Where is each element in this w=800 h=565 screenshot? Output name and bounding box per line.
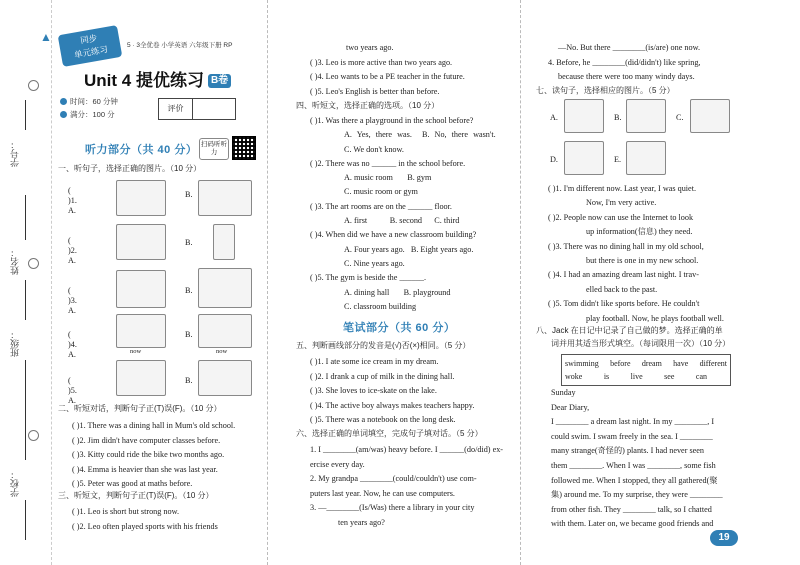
q5-title: 五、判断画线部分的发音是(√)否(×)相同。（5 分） — [296, 341, 471, 350]
q2-item: ( )5. Peter was good at maths before. — [72, 479, 193, 488]
column-divider — [267, 0, 268, 565]
q4-items: ( )1. Was there a playground in the school before? A. Yes, there was. B. No, there wasn't. C. We don't know. ( )2. There was no ______ in the school before. A. music room B. gym C. music room or gym ( )3. The art rooms are on the ______ floor. A. first B. second C. third ( )4. When did we have a new classroom building? A. Four years ago. B. Eight years ago. C. Nine years ago. ( )5. The gym is beside the ______. A. dining hall B. playground C. classroom building — [310, 116, 496, 311]
q3-title: 三、听短文，判断句子正(T)误(F)。（10 分） — [58, 491, 214, 500]
ice-skating-picture — [116, 314, 166, 348]
school-label: 学校： — [10, 470, 20, 497]
q7-items: ( )1. I'm different now. Last year, I was quiet. Now, I'm very active. ( )2. People now can use the Internet to look up information(信息) they need. ( )3. There was no dining hall in my old school, but there is one in my new school. ( )4. I had an amazing dream last night. I trav- elled back to the past. ( )5. Tom didn't like sports before. He couldn't play football. Now, he plays football well. — [548, 184, 724, 323]
score-box: 评价 — [158, 98, 236, 120]
name-label: 姓名： — [10, 248, 20, 275]
q1-item-2: ( )2. A. — [68, 236, 77, 265]
q2-item: ( )4. Emma is heavier than she was last year. — [72, 464, 218, 474]
q4-title: 四、听短文，选择正确的选项。（10 分） — [296, 101, 440, 110]
rocket-icon: ▲ — [40, 30, 52, 44]
sports-picture — [690, 99, 730, 133]
dream-picture — [626, 99, 666, 133]
kids-picture — [564, 141, 604, 175]
q6-items: 1. I ________(am/was) heavy before. I ______(do/did) ex- ercise every day. 2. My grandpa ________(could/couldn't) use com- puters last year. Now, he can use computers. 3. —________(Is/Was) there a library in your city ten years ago? — [310, 445, 504, 527]
page-title: Unit 4 提优练习 B卷 — [84, 71, 231, 91]
skating-picture-b — [198, 314, 252, 348]
student-number-label: 学号： — [10, 140, 20, 167]
column-divider — [520, 0, 521, 565]
exam-info: 时间：60 分钟 满分：100 分 — [60, 97, 158, 127]
qr-code[interactable] — [232, 136, 256, 160]
q3-continued: two years ago. ( )3. Leo is more active than two years ago. ( )4. Leo wants to be a PE teacher in the future. ( )5. Leo's English is better than before. — [310, 43, 465, 96]
q7-title: 七、读句子，选择相应的图片。（5 分） — [536, 86, 675, 95]
q3-items: ( )1. Leo is short but strong now. ( )2. Leo often played sports with his friends — [72, 507, 218, 531]
class-label: 班级： — [10, 330, 20, 357]
q7-pictures: A. B. C. D. E. — [550, 99, 750, 177]
q1-item-1: ( )1. A. — [68, 186, 77, 215]
q1-item-3: ( )3. A. — [68, 286, 77, 315]
punch-hole — [28, 80, 39, 91]
q6-title: 六、选择正确的单词填空，完成句子填对话。（5 分） — [296, 429, 483, 438]
q2-title: 二、听短对话，判断句子正(T)误(F)。（10 分） — [58, 404, 222, 413]
q5-items: ( )1. I ate some ice cream in my dream. ( )2. I drank a cup of milk in the dining hall. ( )3. She loves to ice-skate on the lake. ( )4. The active boy always makes teachers happy. ( )5. There was a notebook on the long desk. — [310, 357, 475, 424]
phone-picture — [213, 224, 235, 260]
series-label: 5 · 3全优卷 小学英语 六年级下册 RP — [127, 42, 233, 49]
computer-picture — [116, 224, 166, 260]
binding-strip — [0, 0, 52, 565]
unit-practice-badge: 同步 单元练习 — [58, 25, 123, 67]
diary-text: Sunday Dear Diary, I ________ a dream last night. In my ________, I could swim. I swam freely in the sea. I ________ many strange(奇怪的) plants. I had never seen them ________. When I was ________, some fish followed me. When I stopped, they all gathered(聚 集) around me. To my surprise, they were ________ from other fish. They ________ talk, so I chatted with them. Later on, we became good friends and — [551, 388, 723, 529]
building-picture-b — [198, 268, 252, 308]
building-picture-a — [116, 270, 166, 308]
computer-picture — [626, 141, 666, 175]
q2-item: ( )3. Kitty could ride the bike two months ago. — [72, 450, 225, 459]
word-bank: swimming before dream have different woke is live see can — [561, 354, 731, 386]
q2-item: ( )2. Jim didn't have computer classes before. — [72, 435, 221, 445]
q8-title: 八、Jack 在日记中记录了自己做的梦。选择正确的单 — [536, 326, 723, 335]
school-picture — [564, 99, 604, 133]
punch-hole — [28, 258, 39, 269]
city-picture — [198, 180, 252, 216]
sea-picture — [116, 180, 166, 216]
score-icon — [60, 111, 67, 118]
written-heading: 笔试部分（共 60 分） — [343, 322, 456, 334]
clock-icon — [60, 98, 67, 105]
boy-picture — [116, 360, 166, 396]
football-picture — [198, 360, 252, 396]
listening-heading: 听力部分（共 40 分） — [85, 144, 198, 156]
page-number: 19 — [710, 530, 738, 546]
version-badge: B卷 — [208, 74, 231, 88]
punch-hole — [28, 430, 39, 441]
worksheet-page: 学号： 姓名： 班级： 学校： ▲ 同步 单元练习 5 · 3全优卷 小学英语 六年级下册 RP Unit 4 提优练习 B卷 时间：60 分钟 满分：100 分 评价 扫码听听力 听力部分（共 40 分） 一、听句子，选择正确的图片。（10 分） ( )1. A. B. ( )2. A. B. ( )3. A. B. ( )4. A. now B. now ( )5. A. B. 二、听短对话，判断句子正(T)误(F)。（10 分） ( )1. There was a dining hall in Mum's old school. ( )2. Jim didn't have computer classes before. ( )3. Kitty could ride the bike two months ago. ( )4. Emma is heavier than she was last year. ( )5. Peter was good at maths before. 三、听短文，判断句子正(T)误(F)。（10 分） ( )1. Leo is short but strong now. ( )2. Leo often played sports with his friends two years ago. ( )3. Leo is more active than two years ago. ( )4. Leo wants to be a PE teacher in the future. ( )5. Leo's English is better than before. 四、听短文，选择正确的选项。（10 分） ( )1. Was there a playground in the school before? A. Yes, there was. B. No, there wasn't. C. We don't know. ( )2. There was no ______ in the school before. A. music room B. gym C. music room or gym ( )3. The art rooms are on the ______ floor. A. first B. second C. third ( )4. When did we have a new classroom building? A. Four years ago. B. Eight years ago. C. Nine years ago. ( )5. The gym is beside the ______. A. dining hall B. playground C. classroom building 笔试部分（共 60 分） 五、判断画线部分的发音是(√)否(×)相同。（5 分） ( )1. I ate some ice cream in my dream. ( )2. I drank a cup of milk in the dining hall. ( )3. She loves to ice-skate on the lake. ( )4. The active boy always makes teachers happy. ( )5. There was a notebook on the long desk. 六、选择正确的单词填空，完成句子填对话。（5 分） 1. I ________(am/was) heavy before. I ______(do/did) ex- ercise every day. 2. My grandpa ________(could/couldn't) use com- puters last year. Now, he can use computers. 3. —________(Is/Was) there a library in your city ten years ago? —No. But there ________(is/are) one now. 4. Before, he ________(did/didn't) like spring, because there were too many windy days. 七、读句子，选择相应的图片。（5 分） A. B. C. D. E. ( )1. I'm different now. Last year, I was quiet. Now, I'm very active. ( )2. People now can use the Internet to look up information(信息) they need. ( )3. There was no dining hall in my old school, but there is one in my new school. ( )4. I had an amazing dream last night. I trav- elled back to the past. ( )5. Tom didn't like sports before. He couldn't play football. Now, he plays football well. 八、Jack 在日记中记录了自己做的梦。选择正确的单 词并用其适当形式填空。（每词限用一次）（10 分） swimming before dream have different woke is live see can Sunday Dear Diary, I ________ a dream last night. In my ________, I could swim. I swam freely in the sea. I ________ many strange(奇怪的) plants. I had never seen them ________. When I was ________, some fish followed me. When I stopped, they all gathered(聚 集) around me. To my surprise, they were ________ from other fish. They ________ talk, so I chatted with them. Later on, we became good friends and 19 — [0, 0, 800, 565]
qr-caption: 扫码听听力 — [199, 138, 229, 160]
q1-item-4: ( )4. A. — [68, 330, 77, 359]
q1-item-5: ( )5. A. — [68, 376, 77, 405]
q8-title-line2: 词并用其适当形式填空。（每词限用一次）（10 分） — [551, 339, 731, 348]
q1-title: 一、听句子，选择正确的图片。（10 分） — [58, 164, 202, 173]
q2-item: ( )1. There was a dining hall in Mum's old school. — [72, 421, 236, 430]
q2-items — [72, 419, 235, 492]
q6-continued: —No. But there ________(is/are) one now. 4. Before, he ________(did/didn't) like spring, because there were too many windy days. — [548, 43, 701, 81]
